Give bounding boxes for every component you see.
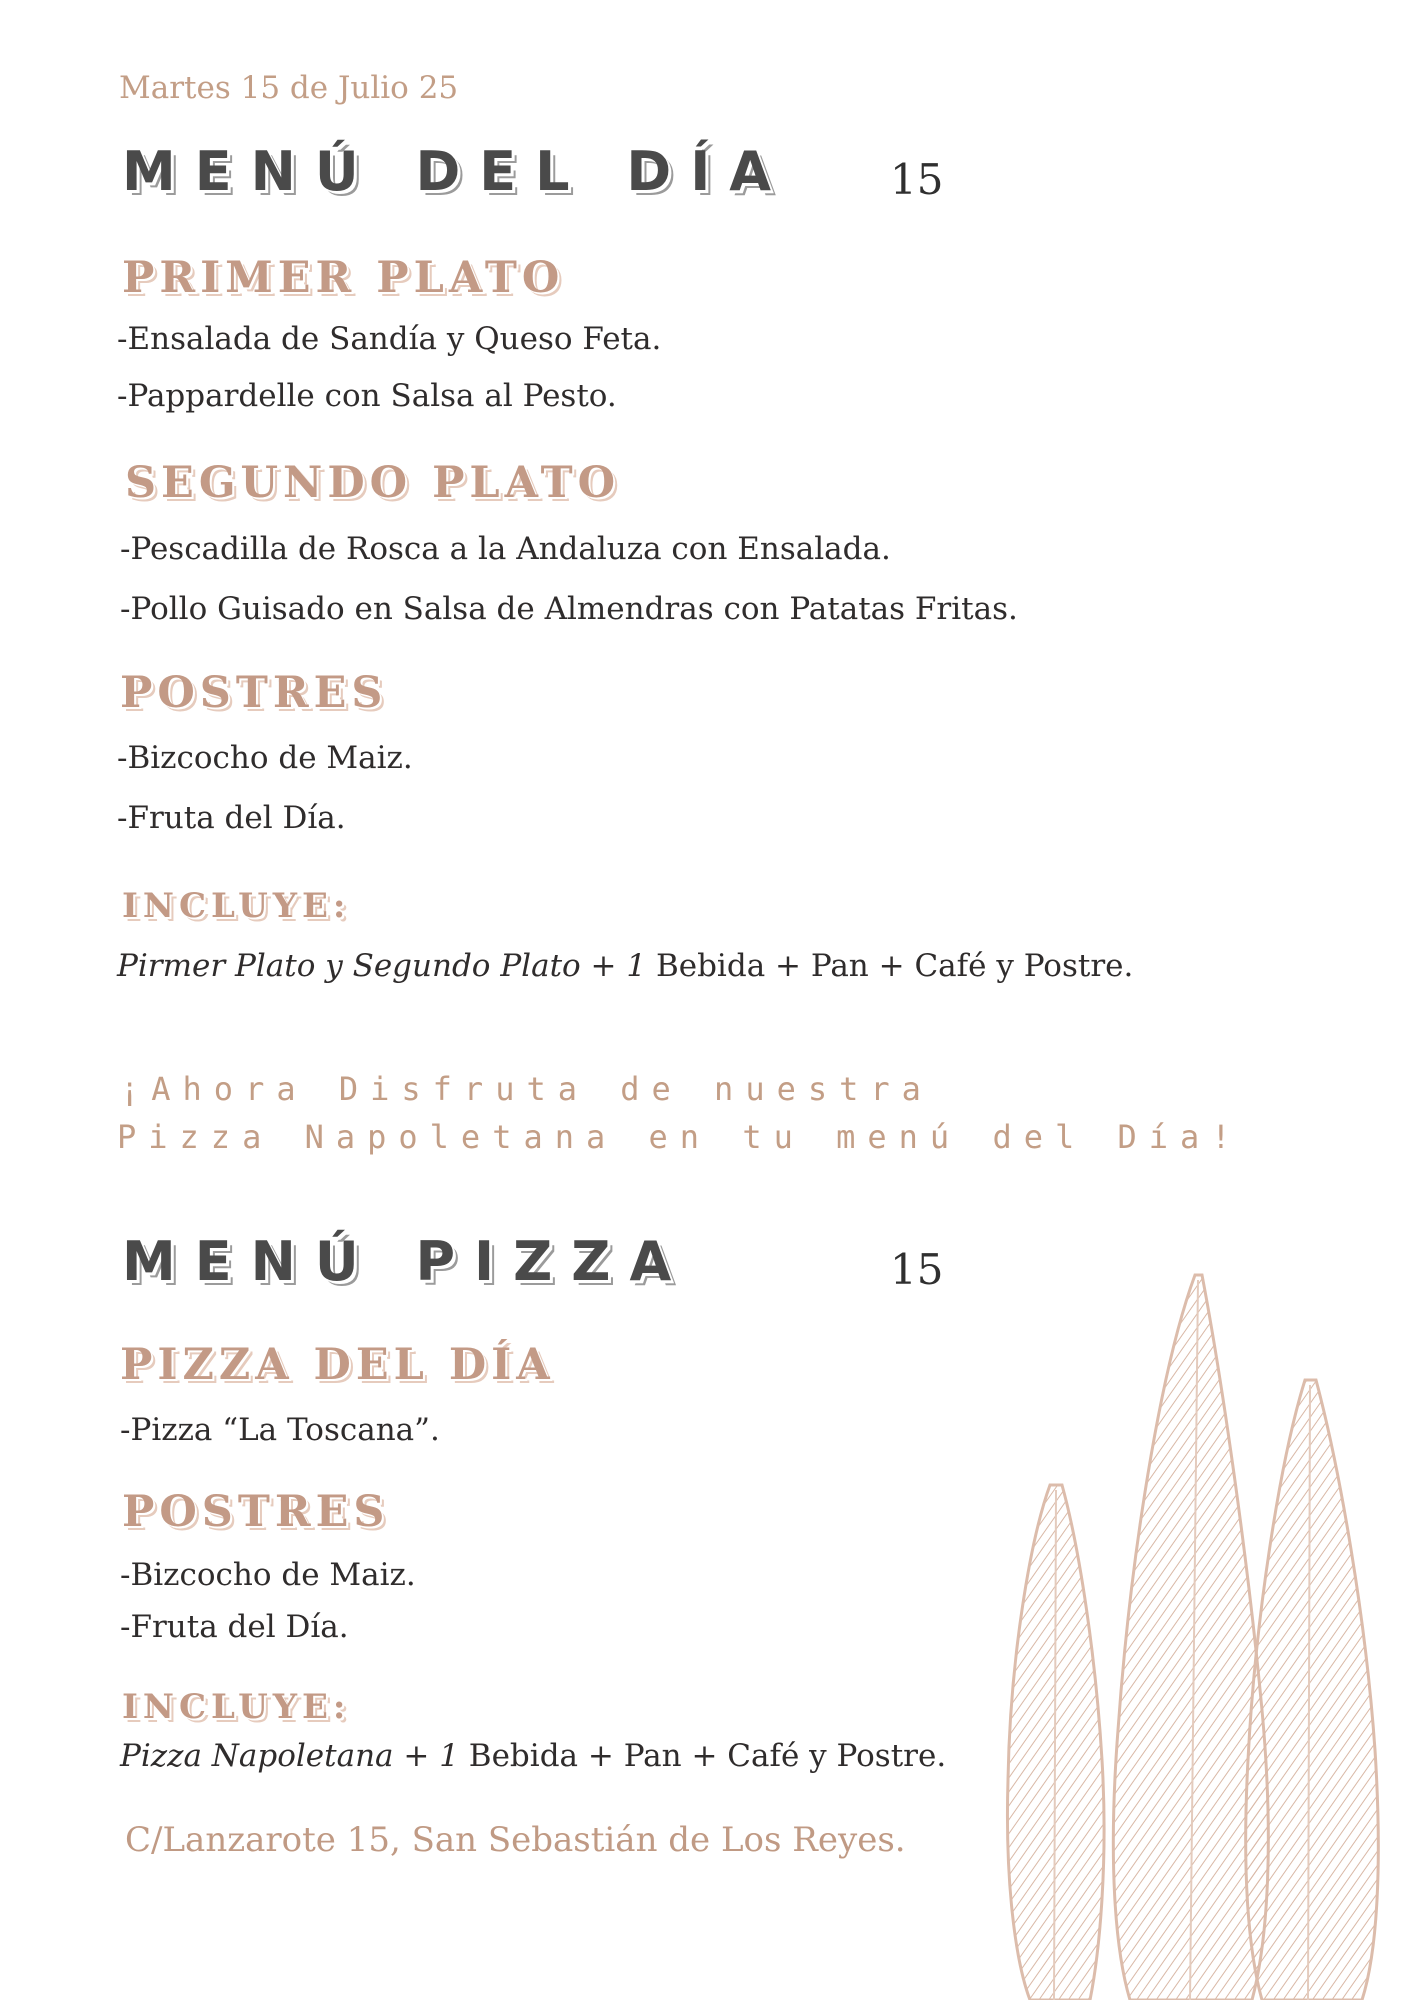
section-title-segundo-plato: SEGUNDO PLATO bbox=[125, 458, 621, 508]
includes-italic: Pirmer Plato y Segundo Plato + 1 bbox=[117, 948, 647, 984]
menu-pizza-price: 15 bbox=[890, 1245, 944, 1294]
promo-line-1: ¡Ahora Disfruta de nuestra bbox=[120, 1070, 933, 1108]
address: C/Lanzarote 15, San Sebastián de Los Reyes. bbox=[125, 1820, 906, 1860]
menu-item: -Pizza “La Toscana”. bbox=[120, 1412, 440, 1448]
menu-item: -Bizcocho de Maiz. bbox=[120, 1557, 416, 1593]
menu-dia-price: 15 bbox=[890, 155, 944, 204]
menu-item: -Fruta del Día. bbox=[120, 1609, 349, 1645]
includes-rest: Bebida + Pan + Café y Postre. bbox=[458, 1738, 947, 1774]
menu-pizza-title: MENÚ PIZZA bbox=[122, 1230, 691, 1293]
menu-dia-title: MENÚ DEL DÍA bbox=[122, 140, 791, 203]
section-title-pizza-del-dia: PIZZA DEL DÍA bbox=[120, 1340, 555, 1390]
includes-italic: Pizza Napoletana + 1 bbox=[120, 1738, 459, 1774]
cypress-tree-left-icon bbox=[1007, 1485, 1104, 2000]
section-title-primer-plato: PRIMER PLATO bbox=[122, 253, 565, 303]
cypress-trees-illustration bbox=[990, 1260, 1390, 2000]
section-title-postres: POSTRES bbox=[120, 668, 388, 718]
menu-item: -Pescadilla de Rosca a la Andaluza con Ensalada. bbox=[120, 531, 891, 567]
menu-item: -Bizcocho de Maiz. bbox=[117, 740, 413, 776]
section-title-incluye-pizza: INCLUYE: bbox=[122, 1687, 351, 1727]
includes-line bbox=[117, 948, 1133, 984]
cypress-tree-middle-icon bbox=[1113, 1275, 1268, 2000]
includes-line-pizza bbox=[120, 1738, 946, 1774]
promo-line-2: Pizza Napoletana en tu menú del Día! bbox=[117, 1118, 1243, 1156]
menu-item: -Pappardelle con Salsa al Pesto. bbox=[117, 378, 617, 414]
menu-item: -Pollo Guisado en Salsa de Almendras con Patatas Fritas. bbox=[120, 591, 1018, 627]
date-line: Martes 15 de Julio 25 bbox=[119, 70, 459, 106]
section-title-incluye: INCLUYE: bbox=[122, 886, 351, 926]
section-title-postres-pizza: POSTRES bbox=[122, 1487, 390, 1537]
includes-rest: Bebida + Pan + Café y Postre. bbox=[646, 948, 1134, 984]
cypress-tree-right-icon bbox=[1246, 1380, 1379, 2000]
menu-item: -Fruta del Día. bbox=[117, 800, 346, 836]
menu-item: -Ensalada de Sandía y Queso Feta. bbox=[117, 321, 662, 357]
